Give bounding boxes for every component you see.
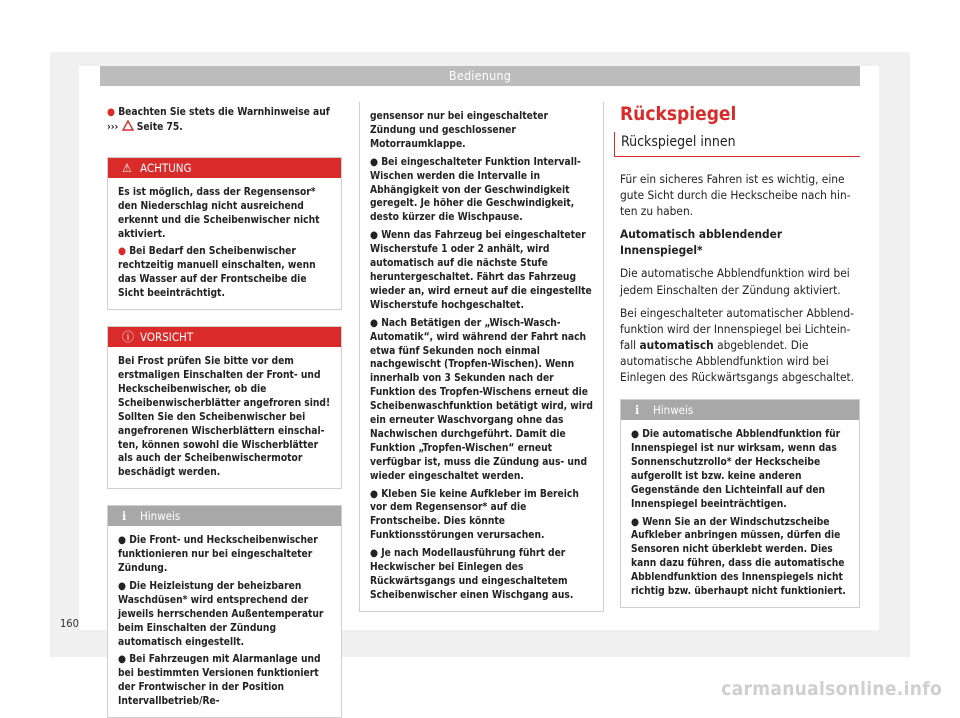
vorsicht-title: VORSICHT [140, 330, 194, 345]
section-subtitle: Rückspiegel innen [614, 132, 860, 157]
bullet-icon: ● [631, 429, 639, 441]
list-item-text: Nach Betätigen der „Wisch-Wasch-Automatik“, wird während der Fahrt nach etwa fünf Sekunden noch einmal nachgewischt (Tropfen-Wischen). Wenn innerhalb von 3 Sekunden nach der Funktion des Tropfen-Wischens erneut die Scheibenwaschfunktion betätigt wird, wird ein erneuter Waschvorgang ohne das Nachwischen durchgeführt. Damit die Funktion „Tropfen-Wischen“ erneut verfügbar ist, muss die Zündung aus- und wieder eingeschaltet werden. [370, 317, 593, 482]
bullet-icon: ● [370, 488, 378, 500]
list-item [118, 653, 331, 709]
bullet-icon: ● [370, 317, 378, 329]
list-item [370, 156, 593, 226]
achtung-bullet-text: Bei Bedarf den Scheibenwischer rechtzeitig manuell einschalten, wenn das Wasser auf der Frontscheibe die Sicht beeinträchtigt. [118, 246, 316, 300]
hinweis-body [108, 526, 341, 717]
hinweis-header [108, 506, 341, 526]
achtung-bullet [118, 245, 331, 301]
intro-text: Beachten Sie stets die Warnhinweise auf [118, 107, 330, 118]
list-item [631, 428, 849, 511]
hinweis-box-left [107, 505, 342, 718]
paragraph: Für ein sicheres Fahren ist es wichtig, eine gute Sicht durch die Heckscheibe nach hinten zu haben. [620, 172, 851, 219]
list-item-text: Die automatische Abblendfunktion für Innenspiegel ist nur wirksam, wenn das Sonnenschutzrollo* der Heckscheibe aufgerollt ist bzw. keine anderen Gegenstände den Lichteinfall auf den Innenspiegel beeinträchtigen. [631, 429, 841, 510]
hinweis-box-right [620, 399, 860, 608]
list-item-text: Die Heizleistung der beheizbaren Waschdüsen* wird entsprechend der jeweils herrschenden Außentemperatur beim Einschalten der Zündung automatisch eingestellt. [118, 580, 324, 648]
continuation-text: gensensor nur bei eingeschalteter Zündung und geschlossener Motorraumklappe. [370, 111, 548, 150]
list-item [118, 580, 331, 650]
achtung-body [108, 178, 341, 309]
bullet-icon: ● [118, 246, 126, 258]
paragraph-text: abgeblendet. Die automatische Abblendfunktion wird bei Einlegen des Rückwärtsgangs abgeschaltet. [620, 337, 855, 385]
list-item-text: Bei eingeschalteter Funktion Intervall-Wischen werden die Intervalle in Abhängigkeit von der Geschwindigkeit geregelt. Je höher die Geschwindigkeit, desto kürzer die Wischpause. [370, 156, 581, 224]
caution-circle-icon: ⓘ [122, 330, 135, 345]
hinweis-header [621, 400, 859, 420]
vorsicht-header [108, 327, 341, 347]
ref-arrows: ››› [107, 121, 119, 133]
list-item [118, 534, 331, 576]
hinweis-body [621, 420, 859, 607]
info-icon: ℹ [122, 509, 127, 524]
subheading: Automatisch abblendender Innenspiegel* [620, 227, 783, 258]
hinweis-continuation-box [359, 102, 604, 612]
warning-icon: ⚠ [122, 160, 132, 175]
list-item-text: Bei Fahrzeugen mit Alarmanlage und bei bestimmten Versionen funktioniert der Frontwischer in der Position Intervallbetrieb/Re- [118, 654, 321, 708]
section-title: Rückspiegel [620, 103, 737, 125]
list-item [370, 488, 593, 544]
list-item [370, 547, 593, 603]
list-item [370, 229, 593, 312]
page-number: 160 [60, 617, 79, 630]
emphasis-text: automatisch [639, 337, 714, 352]
page-reference-link[interactable]: Seite 75. [136, 121, 183, 133]
list-item-text: Die Front- und Heckscheibenwischer funktionieren nur bei eingeschalteter Zündung. [118, 535, 318, 575]
column-left [107, 96, 342, 718]
achtung-title: ACHTUNG [140, 160, 192, 175]
bullet-icon: ● [118, 654, 126, 666]
vorsicht-box [107, 326, 342, 489]
achtung-box [107, 157, 342, 310]
paragraph: Die automatische Abblendfunktion wird bei jedem Einschalten der Zündung aktiviert. [620, 266, 850, 297]
paragraph-text: Bei eingeschalteter automatischer Abblendfunktion wird der Innenspiegel bei Lichteinfall [620, 305, 854, 352]
bullet-icon: ● [631, 516, 639, 528]
list-item-text: Wenn Sie an der Windschutzscheibe Aufkleber anbringen müssen, dürfen die Sensoren nicht überklebt werden. Dies kann dazu führen, dass die automatische Abblendfunktion des Innenspiegels nicht richtig bzw. überhaupt nicht funktioniert. [631, 516, 846, 598]
list-item-text: Wenn das Fahrzeug bei eingeschalteter Wischerstufe 1 oder 2 anhält, wird automatisch auf die nächste Stufe heruntergeschaltet. Fährt das Fahrzeug wieder an, wird erneut auf die eingestellte Wischerstufe hochgeschaltet. [370, 230, 592, 311]
list-item-text: Kleben Sie keine Aufkleber im Bereich vor dem Regensensor* auf die Frontscheibe. Dies könnte Funktionsstörungen verursachen. [370, 488, 579, 542]
vorsicht-text: Bei Frost prüfen Sie bitte vor dem erstmaligen Einschalten der Front- und Heckscheibenwischer, ob die Scheibenwischerblätter angefroren sind! Sollten Sie den Scheibenwischer bei angefrorenen Wischerblättern einschalten, können sowohl die Wischerblätter als auch der Scheibenwischermotor beschädigt werden. [118, 356, 331, 479]
list-item [631, 516, 849, 599]
list-item-text: Je nach Modellausführung führt der Heckwischer bei Einlegen des Rückwärtsgangs und eingeschaltetem Scheibenwischer einen Wischgang aus. [370, 548, 574, 601]
intro-note [107, 106, 342, 135]
achtung-text: Es ist möglich, dass der Regensensor* den Niederschlag nicht ausreichend erkennt und die Scheibenwischer nicht aktiviert. [118, 186, 320, 240]
info-icon: ℹ [635, 403, 640, 418]
bullet-icon: ● [107, 107, 115, 118]
hinweis-continuation-body [360, 102, 603, 611]
paragraph [620, 305, 860, 385]
achtung-header [108, 158, 341, 178]
list-item [370, 317, 593, 484]
bullet-icon: ● [370, 230, 378, 242]
warning-triangle-icon [122, 120, 134, 131]
hinweis-title: Hinweis [140, 509, 181, 524]
column-right [620, 96, 860, 608]
bullet-icon: ● [118, 580, 126, 592]
bullet-icon: ● [370, 156, 378, 168]
column-middle [359, 96, 604, 612]
section-header: Bedienung [100, 66, 860, 86]
bullet-icon: ● [370, 548, 378, 560]
bullet-icon: ● [118, 535, 126, 547]
hinweis-title: Hinweis [653, 403, 694, 418]
watermark: carmanualsonline.info [721, 678, 942, 700]
